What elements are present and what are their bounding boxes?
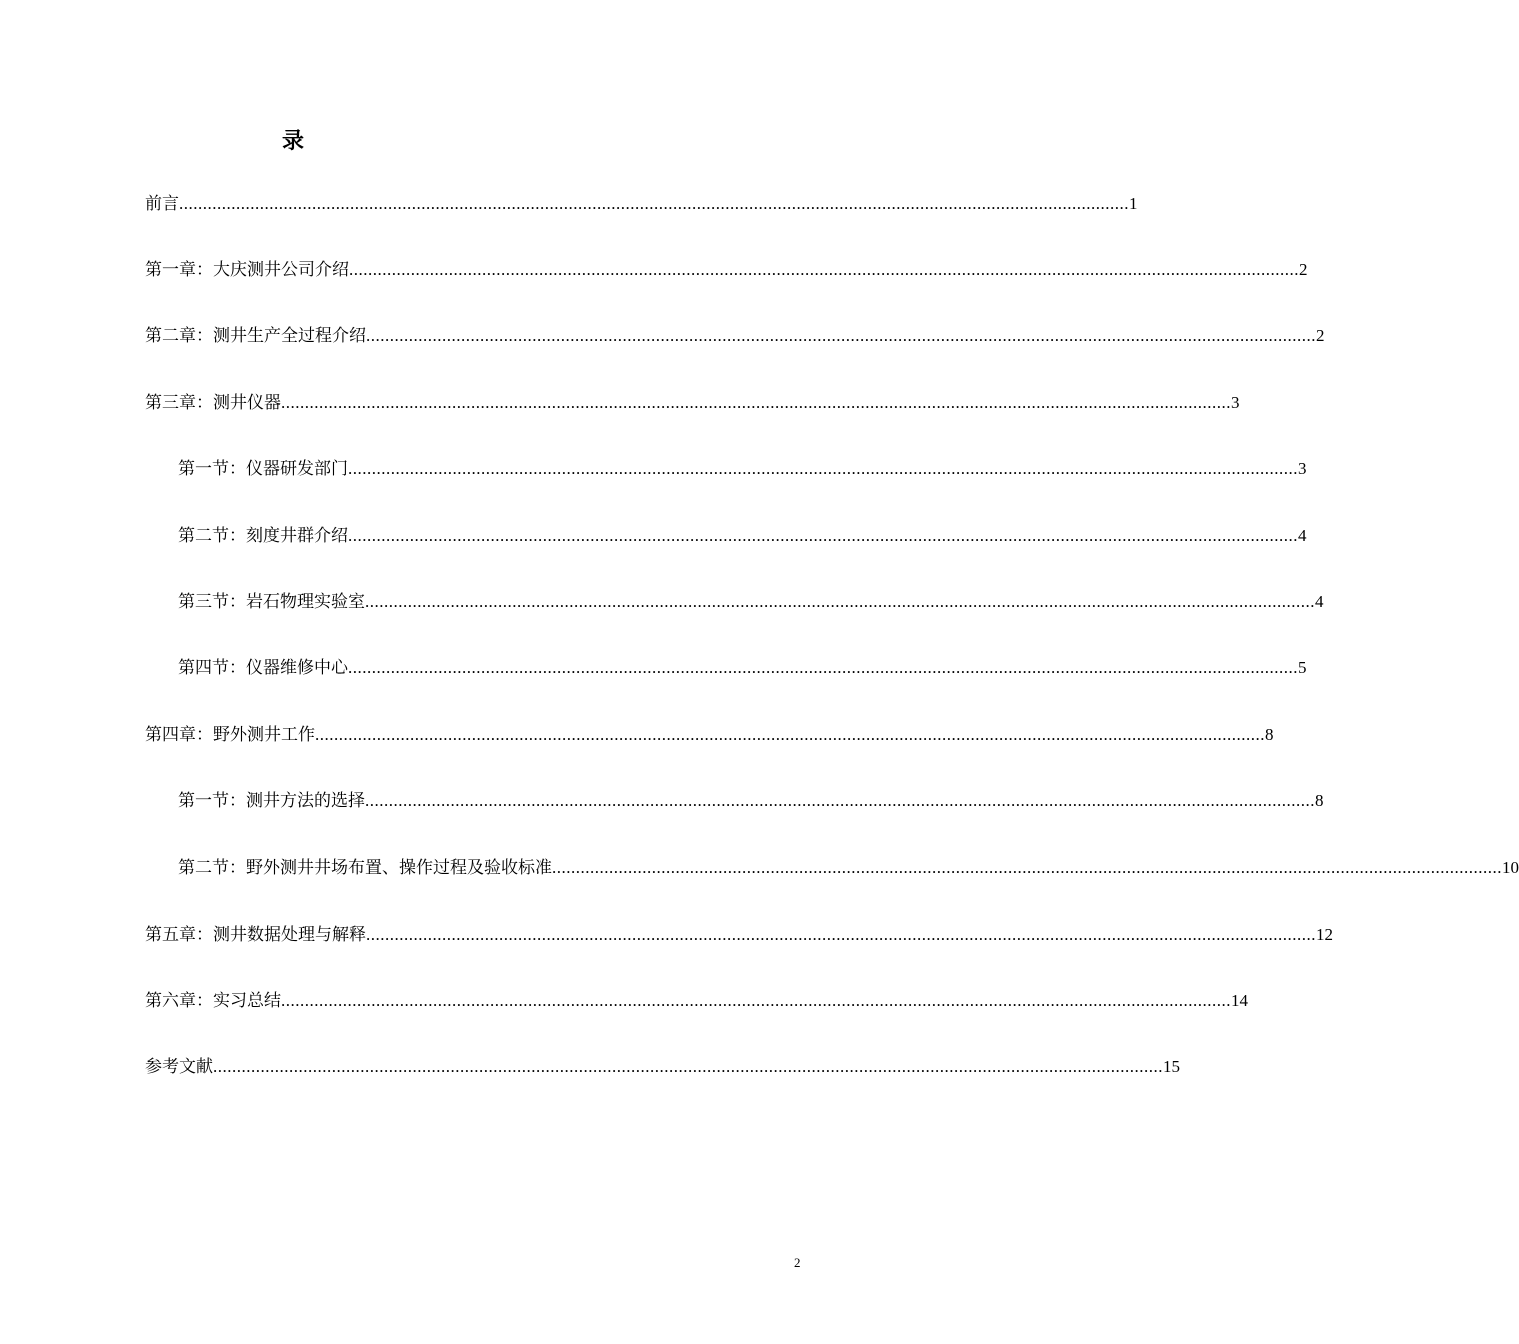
toc-entry[interactable] bbox=[145, 920, 1333, 950]
dot-leader: ........................................................................................................................................................................................................ bbox=[365, 791, 1315, 810]
dot-leader: ........................................................................................................................................................................................................ bbox=[348, 658, 1298, 677]
toc-entry-label: 第二章：测井生产全过程介绍 bbox=[145, 326, 366, 346]
dot-leader: ........................................................................................................................................................................................................ bbox=[552, 858, 1502, 877]
toc-entry-page: 15 bbox=[1163, 1057, 1180, 1076]
dot-leader: ........................................................................................................................................................................................................ bbox=[349, 260, 1299, 279]
dot-leader: ........................................................................................................................................................................................................ bbox=[348, 459, 1298, 478]
toc-entry-page: 3 bbox=[1298, 459, 1307, 478]
toc-entry[interactable] bbox=[145, 720, 1274, 750]
toc-entry-label: 第一节：测井方法的选择 bbox=[178, 791, 365, 811]
toc-entry[interactable] bbox=[145, 255, 1308, 285]
toc-entry[interactable] bbox=[178, 786, 1324, 816]
dot-leader: ........................................................................................................................................................................................................ bbox=[366, 326, 1316, 345]
dot-leader: ........................................................................................................................................................................................................ bbox=[213, 1057, 1163, 1076]
page-number: 2 bbox=[794, 1255, 801, 1270]
toc-entry-page: 10 bbox=[1502, 858, 1519, 877]
toc-entry-page: 1 bbox=[1129, 194, 1138, 213]
toc-entry-label: 第二节：野外测井井场布置、操作过程及验收标准 bbox=[178, 858, 552, 878]
toc-entry-label: 第三章：测井仪器 bbox=[145, 393, 281, 413]
toc-entry-page: 2 bbox=[1316, 326, 1325, 345]
toc-entry-label: 第一章：大庆测井公司介绍 bbox=[145, 260, 349, 280]
toc-title: 录 bbox=[282, 128, 305, 154]
dot-leader: ........................................................................................................................................................................................................ bbox=[366, 925, 1316, 944]
toc-entry-page: 14 bbox=[1231, 991, 1248, 1010]
toc-entry[interactable] bbox=[178, 853, 1519, 883]
toc-entry-label: 第三节：岩石物理实验室 bbox=[178, 592, 365, 612]
toc-entry[interactable] bbox=[145, 986, 1248, 1016]
toc-entry[interactable] bbox=[145, 1052, 1180, 1082]
toc-entry-page: 4 bbox=[1315, 592, 1324, 611]
toc-entry-page: 5 bbox=[1298, 658, 1307, 677]
toc-entry-label: 前言 bbox=[145, 194, 179, 214]
toc-entry[interactable] bbox=[178, 454, 1307, 484]
dot-leader: ........................................................................................................................................................................................................ bbox=[315, 725, 1265, 744]
toc-entry-page: 12 bbox=[1316, 925, 1333, 944]
toc-entry-label: 第四节：仪器维修中心 bbox=[178, 658, 348, 678]
toc-entry-label: 参考文献 bbox=[145, 1057, 213, 1077]
toc-entry-label: 第四章：野外测井工作 bbox=[145, 725, 315, 745]
dot-leader: ........................................................................................................................................................................................................ bbox=[348, 526, 1298, 545]
toc-entry[interactable] bbox=[145, 388, 1240, 418]
toc-entry-label: 第五章：测井数据处理与解释 bbox=[145, 925, 366, 945]
dot-leader: ........................................................................................................................................................................................................ bbox=[281, 991, 1231, 1010]
dot-leader: ........................................................................................................................................................................................................ bbox=[365, 592, 1315, 611]
toc-entry-page: 8 bbox=[1315, 791, 1324, 810]
toc-entry-label: 第二节：刻度井群介绍 bbox=[178, 526, 348, 546]
toc-entry-page: 2 bbox=[1299, 260, 1308, 279]
toc-entry[interactable] bbox=[145, 321, 1325, 351]
toc-entry-page: 4 bbox=[1298, 526, 1307, 545]
toc-entry[interactable] bbox=[178, 587, 1324, 617]
toc-entry[interactable] bbox=[145, 189, 1138, 219]
dot-leader: ........................................................................................................................................................................................................ bbox=[281, 393, 1231, 412]
toc-entry[interactable] bbox=[178, 521, 1307, 551]
toc-entry-label: 第六章：实习总结 bbox=[145, 991, 281, 1011]
toc-entry[interactable] bbox=[178, 653, 1307, 683]
dot-leader: ........................................................................................................................................................................................................ bbox=[179, 194, 1129, 213]
toc-entry-label: 第一节：仪器研发部门 bbox=[178, 459, 348, 479]
toc-entry-page: 8 bbox=[1265, 725, 1274, 744]
toc-entry-page: 3 bbox=[1231, 393, 1240, 412]
